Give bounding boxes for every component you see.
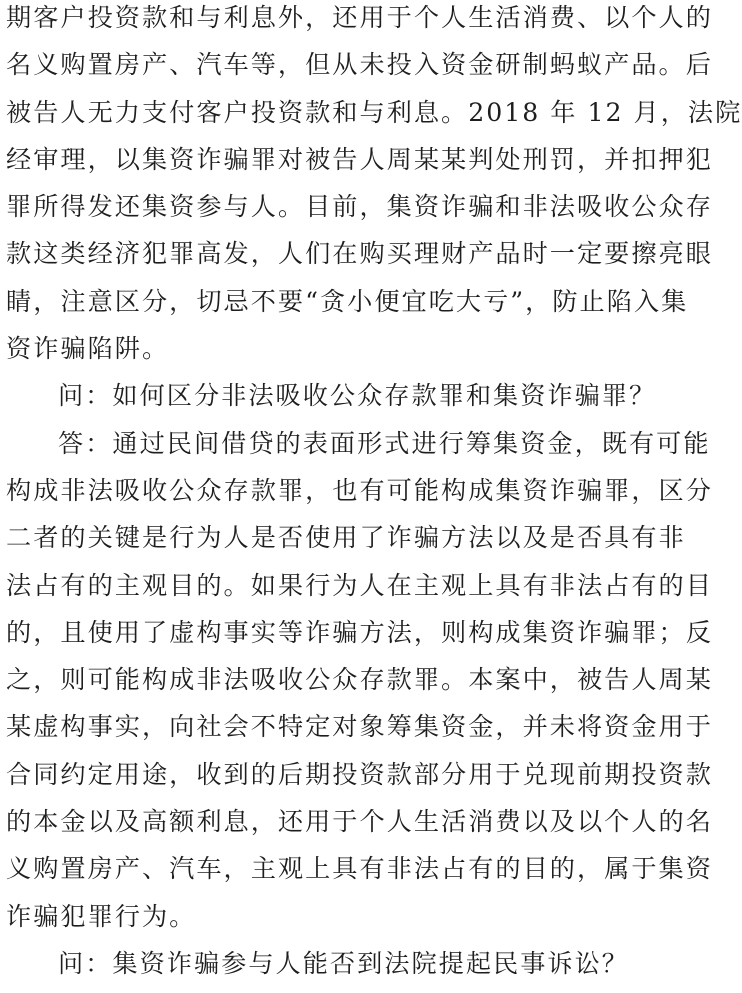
text-line: 某虚构事实，向社会不特定对象筹集资金，并未将资金用于 <box>6 712 713 742</box>
text-line: 诈骗犯罪行为。 <box>6 901 197 931</box>
text-line: 二者的关键是行为人是否使用了诈骗方法以及是否具有非 <box>6 523 686 553</box>
text-line: 问：集资诈骗参与人能否到法院提起民事诉讼？ <box>58 948 629 978</box>
text-line: 答：通过民间借贷的表面形式进行筹集资金，既有可能 <box>58 428 711 458</box>
text-line: 法占有的主观目的。如果行为人在主观上具有非法占有的目 <box>6 570 713 600</box>
text-line: 罪所得发还集资参与人。目前，集资诈骗和非法吸收公众存 <box>6 192 713 222</box>
text-line: 合同约定用途，收到的后期投资款部分用于兑现前期投资款 <box>6 759 713 789</box>
text-line: 期客户投资款和与利息外，还用于个人生活消费、以个人的 <box>6 3 713 32</box>
text-line: 经审理，以集资诈骗罪对被告人周某某判处刑罚，并扣押犯 <box>6 144 713 174</box>
text-line: 义购置房产、汽车，主观上具有非法占有的目的，属于集资 <box>6 854 713 884</box>
text-line: 被告人无力支付客户投资款和与利息。2018 年 12 月，法院 <box>6 97 742 127</box>
text-line: 之，则可能构成非法吸收公众存款罪。本案中，被告人周某 <box>6 665 713 695</box>
article-body <box>6 0 742 987</box>
text-line: 构成非法吸收公众存款罪，也有可能构成集资诈骗罪，区分 <box>6 475 713 505</box>
text-line: 睛，注意区分，切忌不要“贪小便宜吃大亏”，防止陷入集 <box>6 286 689 316</box>
text-line: 的本金以及高额利息，还用于个人生活消费以及以个人的名 <box>6 807 713 837</box>
text-line: 名义购置房产、汽车等，但从未投入资金研制蚂蚁产品。后 <box>6 50 713 80</box>
text-line: 的，且使用了虚构事实等诈骗方法，则构成集资诈骗罪；反 <box>6 617 713 647</box>
text-line: 资诈骗陷阱。 <box>6 334 170 364</box>
text-line: 款这类经济犯罪高发，人们在购买理财产品时一定要擦亮眼 <box>6 239 713 269</box>
text-line: 问：如何区分非法吸收公众存款罪和集资诈骗罪？ <box>58 381 657 411</box>
